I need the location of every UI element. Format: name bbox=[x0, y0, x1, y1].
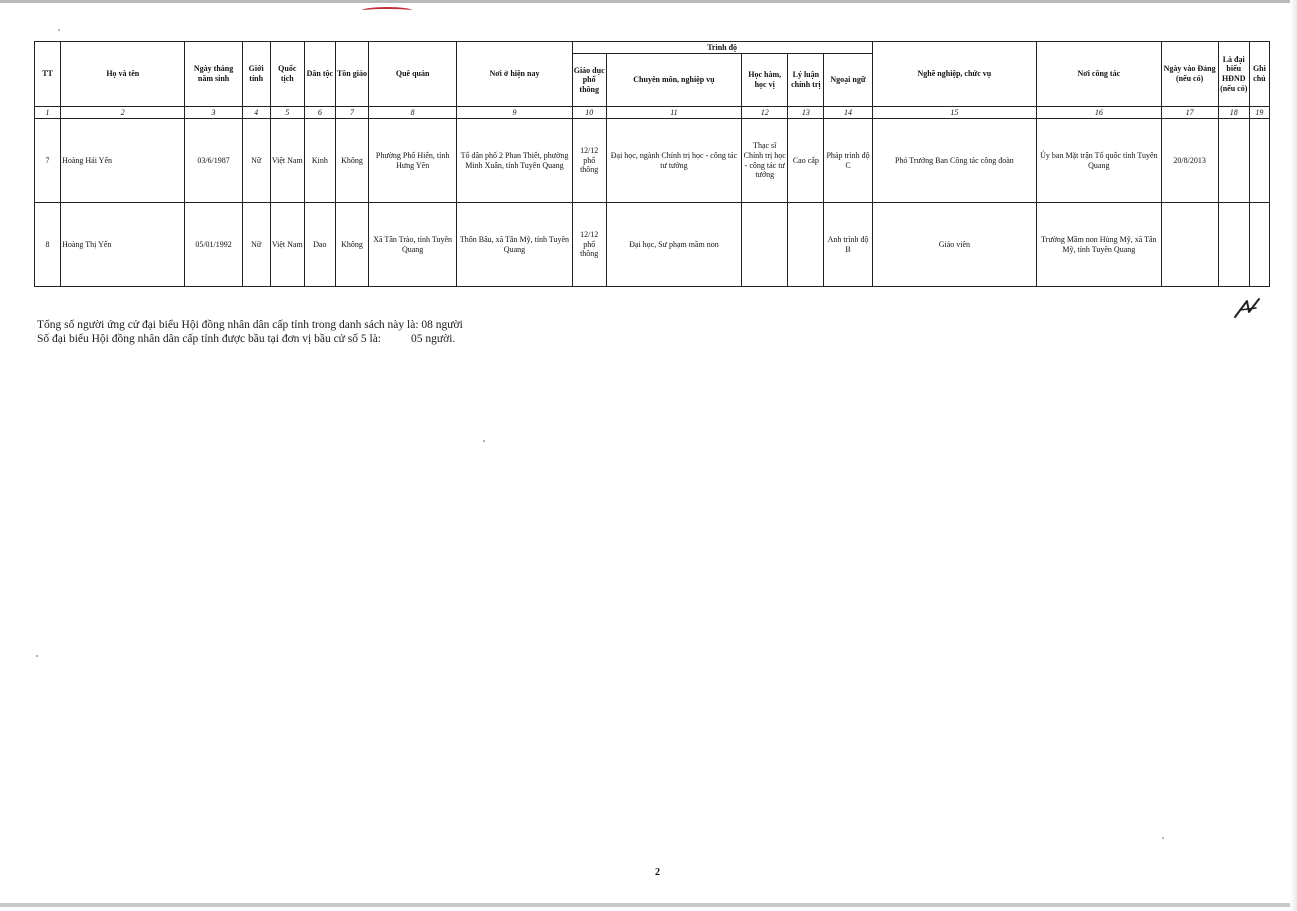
cell-specialty: Đại học, Sư phạm mầm non bbox=[606, 203, 741, 287]
column-number: 12 bbox=[742, 107, 788, 119]
header-hometown: Quê quán bbox=[369, 42, 457, 107]
column-number: 15 bbox=[872, 107, 1037, 119]
header-general-edu: Giáo dục phổ thông bbox=[572, 54, 606, 107]
header-name: Họ và tên bbox=[61, 42, 185, 107]
cell-degree: Thạc sĩ Chính trị học - công tác tư tưởng bbox=[742, 119, 788, 203]
cell-occupation: Phó Trưởng Ban Công tác công đoàn bbox=[872, 119, 1037, 203]
column-number: 1 bbox=[35, 107, 61, 119]
summary-seats-line bbox=[37, 332, 463, 346]
column-number: 17 bbox=[1161, 107, 1218, 119]
cell-gender: Nữ bbox=[242, 119, 270, 203]
cell-religion: Không bbox=[335, 203, 368, 287]
cell-nationality: Việt Nam bbox=[270, 203, 304, 287]
cell-hometown: Phường Phố Hiến, tỉnh Hưng Yên bbox=[369, 119, 457, 203]
column-number: 4 bbox=[242, 107, 270, 119]
cell-hdnd bbox=[1218, 203, 1249, 287]
cell-tt: 8 bbox=[35, 203, 61, 287]
summary-seats-value: 05 người. bbox=[411, 333, 456, 345]
column-number: 16 bbox=[1037, 107, 1161, 119]
header-qualification-group: Trình độ bbox=[572, 42, 872, 54]
header-nationality: Quốc tịch bbox=[270, 42, 304, 107]
scan-edge-right bbox=[1290, 0, 1297, 911]
cell-party-date bbox=[1161, 203, 1218, 287]
cell-workplace: Trường Mầm non Hùng Mỹ, xã Tân Mỹ, tỉnh Tuyên Quang bbox=[1037, 203, 1161, 287]
summary-total-candidates: Tổng số người ứng cử đại biểu Hội đồng nhân dân cấp tỉnh trong danh sách này là: 08 người bbox=[37, 319, 463, 331]
header-specialty: Chuyên môn, nghiệp vụ bbox=[606, 54, 741, 107]
header-occupation: Nghề nghiệp, chức vụ bbox=[872, 42, 1037, 107]
cell-name: Hoàng Hải Yến bbox=[61, 119, 185, 203]
table-row bbox=[35, 119, 1270, 203]
header-note: Ghi chú bbox=[1249, 42, 1269, 107]
cell-party-date: 20/8/2013 bbox=[1161, 119, 1218, 203]
header-party-date: Ngày vào Đảng (nếu có) bbox=[1161, 42, 1218, 107]
cell-political: Cao cấp bbox=[788, 119, 824, 203]
header-dob: Ngày tháng năm sinh bbox=[185, 42, 242, 107]
header-residence: Nơi ở hiện nay bbox=[457, 42, 572, 107]
header-language: Ngoại ngữ bbox=[824, 54, 872, 107]
cell-note bbox=[1249, 203, 1269, 287]
cell-residence: Tổ dân phố 2 Phan Thiết, phường Minh Xuân, tỉnh Tuyên Quang bbox=[457, 119, 572, 203]
cell-residence: Thôn Bâu, xã Tân Mỹ, tỉnh Tuyên Quang bbox=[457, 203, 572, 287]
cell-dob: 05/01/1992 bbox=[185, 203, 242, 287]
column-number: 2 bbox=[61, 107, 185, 119]
cell-ethnicity: Kinh bbox=[304, 119, 335, 203]
column-number: 7 bbox=[335, 107, 368, 119]
column-number: 19 bbox=[1249, 107, 1269, 119]
red-ink-mark bbox=[362, 7, 412, 14]
header-religion: Tôn giáo bbox=[335, 42, 368, 107]
scan-edge-bottom bbox=[0, 903, 1297, 907]
column-number: 10 bbox=[572, 107, 606, 119]
column-number: 9 bbox=[457, 107, 572, 119]
scan-speck bbox=[1162, 837, 1164, 839]
cell-hdnd bbox=[1218, 119, 1249, 203]
header-degree: Học hàm, học vị bbox=[742, 54, 788, 107]
cell-hometown: Xã Tân Trào, tỉnh Tuyên Quang bbox=[369, 203, 457, 287]
column-number-row bbox=[35, 107, 1270, 119]
summary-seats-label: Số đại biểu Hội đồng nhân dân cấp tỉnh được bầu tại đơn vị bầu cử số 5 là: bbox=[37, 333, 382, 345]
cell-specialty: Đại học, ngành Chính trị học - công tác tư tưởng bbox=[606, 119, 741, 203]
cell-nationality: Việt Nam bbox=[270, 119, 304, 203]
header-gender: Giới tính bbox=[242, 42, 270, 107]
scan-speck bbox=[36, 655, 38, 657]
cell-workplace: Ủy ban Mặt trận Tổ quốc tỉnh Tuyên Quang bbox=[1037, 119, 1161, 203]
column-number: 18 bbox=[1218, 107, 1249, 119]
header-workplace: Nơi công tác bbox=[1037, 42, 1161, 107]
cell-ethnicity: Dao bbox=[304, 203, 335, 287]
header-hdnd: Là đại biểu HĐND (nếu có) bbox=[1218, 42, 1249, 107]
cell-general-edu: 12/12 phổ thông bbox=[572, 119, 606, 203]
scan-speck bbox=[483, 440, 485, 442]
column-number: 13 bbox=[788, 107, 824, 119]
cell-degree bbox=[742, 203, 788, 287]
column-number: 5 bbox=[270, 107, 304, 119]
cell-general-edu: 12/12 phổ thông bbox=[572, 203, 606, 287]
cell-religion: Không bbox=[335, 119, 368, 203]
cell-tt: 7 bbox=[35, 119, 61, 203]
column-number: 8 bbox=[369, 107, 457, 119]
cell-note bbox=[1249, 119, 1269, 203]
column-number: 14 bbox=[824, 107, 872, 119]
table-row bbox=[35, 203, 1270, 287]
cell-political bbox=[788, 203, 824, 287]
cell-dob: 03/6/1987 bbox=[185, 119, 242, 203]
page-number: 2 bbox=[655, 867, 660, 878]
scan-edge-top bbox=[0, 0, 1297, 3]
column-number: 11 bbox=[606, 107, 741, 119]
cell-language: Pháp trình độ C bbox=[824, 119, 872, 203]
table-header-row bbox=[35, 42, 1270, 54]
cell-gender: Nữ bbox=[242, 203, 270, 287]
header-tt: TT bbox=[35, 42, 61, 107]
cell-occupation: Giáo viên bbox=[872, 203, 1037, 287]
header-political: Lý luận chính trị bbox=[788, 54, 824, 107]
initials-signature bbox=[1232, 296, 1272, 320]
summary-block bbox=[37, 318, 463, 346]
column-number: 3 bbox=[185, 107, 242, 119]
column-number: 6 bbox=[304, 107, 335, 119]
candidate-table bbox=[34, 41, 1270, 287]
cell-name: Hoàng Thị Yến bbox=[61, 203, 185, 287]
cell-language: Anh trình độ B bbox=[824, 203, 872, 287]
header-ethnicity: Dân tộc bbox=[304, 42, 335, 107]
scan-speck bbox=[58, 29, 60, 31]
